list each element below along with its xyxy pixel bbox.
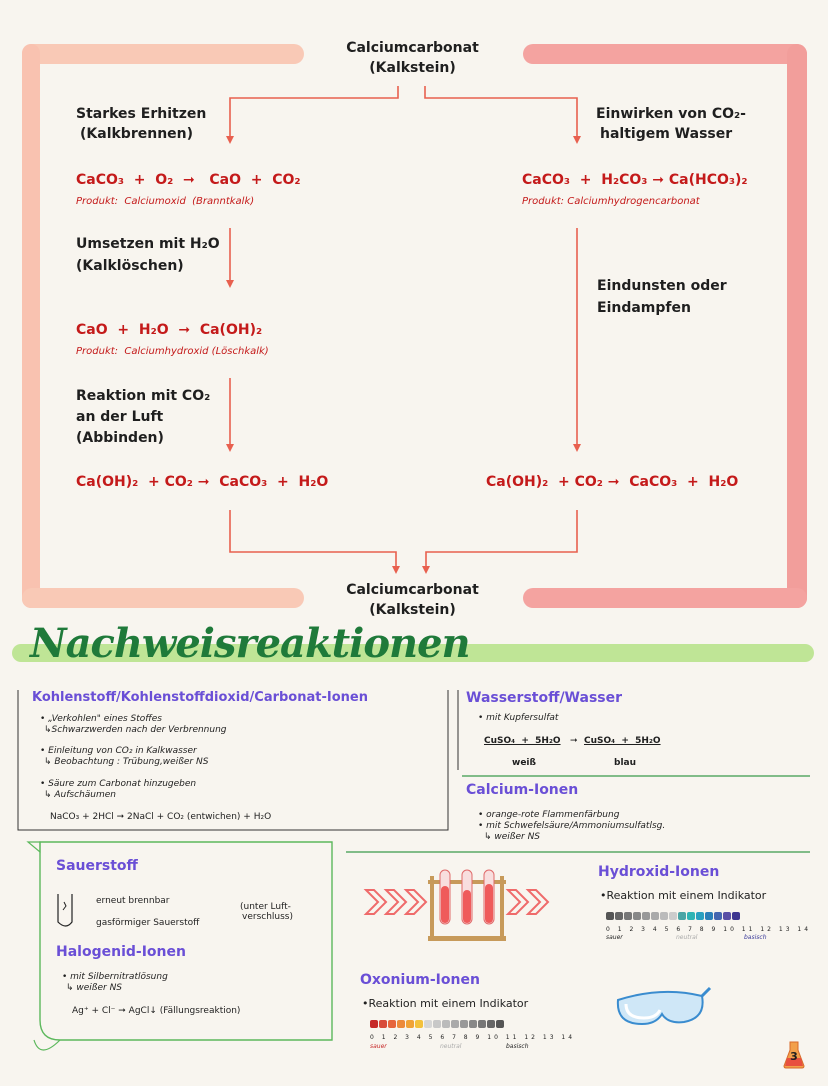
oxonium-b1: •Reaktion mit einem Indikator [362, 997, 529, 1010]
water-title: Wasserstoff/Wasser [466, 690, 623, 706]
right-eq2: Ca(OH)₂ + CO₂ ➞ CaCO₃ + H₂O [486, 474, 739, 490]
right-prod1: Produkt: Calciumhydrogencarbonat [522, 196, 700, 207]
carbon-b3: • Säure zum Carbonat hinzugeben [40, 779, 197, 789]
oxonium-title: Oxonium-Ionen [360, 972, 480, 988]
left-step1: Starkes Erhitzen [76, 106, 207, 122]
water-b1: • mit Kupfersulfat [478, 713, 559, 723]
cycle-bottom-subtitle: (Kalkstein) [369, 602, 456, 618]
right-eq1: CaCO₃ + H₂CO₃ ➞ Ca(HCO₃)₂ [522, 172, 748, 188]
oxonium-basisch: basisch [506, 1043, 529, 1050]
right-step2: Eindunsten oder [597, 278, 727, 294]
test-tube-icon [54, 892, 84, 932]
left-eq3: Ca(OH)₂ + CO₂ ➞ CaCO₃ + H₂O [76, 474, 329, 490]
right-step1-sub: haltigem Wasser [600, 126, 733, 142]
carbon-b1: • „Verkohlen" eines Stoffes [40, 714, 163, 724]
halogen-title: Halogenid-Ionen [56, 944, 186, 960]
left-prod1: Produkt: Calciumoxid (Branntkalk) [76, 196, 255, 207]
oxygen-note2: verschluss) [242, 912, 293, 922]
right-step1: Einwirken von CO₂- [596, 106, 746, 122]
oxygen-title: Sauerstoff [56, 858, 138, 874]
hydroxide-basisch: basisch [744, 934, 767, 941]
water-eq-left: CuSO₄ + 5H₂O [484, 736, 561, 746]
carbon-b3-sub: ↳ Aufschäumen [44, 790, 116, 800]
test-tube-rack-icon [424, 864, 514, 944]
hydroxide-nums: 0 1 2 3 4 5 6 7 8 9 10 11 12 13 14 [606, 926, 812, 933]
cycle-top-subtitle: (Kalkstein) [369, 60, 456, 76]
left-step3-sub: an der Luft [76, 409, 164, 425]
carbon-b2-sub: ↳ Beobachtung : Trübung,weißer NS [44, 757, 209, 767]
calcium-b2: • mit Schwefelsäure/Ammoniumsulfatlsg. [478, 821, 666, 831]
water-label-left: weiß [512, 758, 536, 768]
hydroxide-scale [606, 912, 740, 920]
hydroxide-neutral: neutral [676, 934, 698, 941]
left-step1-sub: (Kalkbrennen) [80, 126, 194, 142]
left-eq1: CaCO₃ + O₂ ➞ CaO + CO₂ [76, 172, 301, 188]
water-label-right: blau [614, 758, 637, 768]
safety-goggles-icon [612, 980, 712, 1040]
oxygen-l2: gasförmiger Sauerstoff [96, 918, 200, 928]
cycle-bottom-title: Calciumcarbonat [346, 582, 479, 598]
left-step2-sub: (Kalklöschen) [76, 258, 184, 274]
carbon-b2: • Einleitung von CO₂ in Kalkwasser [40, 746, 197, 756]
hydroxide-title: Hydroxid-Ionen [598, 864, 720, 880]
left-step2: Umsetzen mit H₂O [76, 236, 220, 252]
water-eq-right: CuSO₄ + 5H₂O [584, 736, 661, 746]
halogen-b1-sub: ↳ weißer NS [66, 983, 123, 993]
left-step3-sub2: (Abbinden) [76, 430, 164, 446]
calcium-b1: • orange-rote Flammenfärbung [478, 810, 620, 820]
left-eq2: CaO + H₂O ➞ Ca(OH)₂ [76, 322, 263, 338]
hydroxide-b1: •Reaktion mit einem Indikator [600, 889, 767, 902]
calcium-title: Calcium-Ionen [466, 782, 579, 798]
left-step3: Reaktion mit CO₂ [76, 388, 211, 404]
oxonium-scale [370, 1020, 504, 1028]
cycle-top-title: Calciumcarbonat [346, 40, 479, 56]
right-step2-sub: Eindampfen [597, 300, 691, 316]
oxygen-note: (unter Luft- [240, 902, 291, 912]
carbon-title: Kohlenstoff/Kohlenstoffdioxid/Carbonat-Ionen [32, 690, 368, 705]
carbon-eq: NaCO₃ + 2HCl ➞ 2NaCl + CO₂ (entwichen) + H₂O [50, 812, 272, 822]
oxonium-sauer: sauer [370, 1043, 387, 1050]
heading-title: Nachweisreaktionen [30, 620, 470, 667]
oxygen-l1: erneut brennbar [96, 896, 170, 906]
oxonium-neutral: neutral [440, 1043, 462, 1050]
oxonium-nums: 0 1 2 3 4 5 6 7 8 9 10 11 12 13 14 [370, 1034, 576, 1041]
carbon-b1-sub: ↳Schwarzwerden nach der Verbrennung [44, 725, 227, 735]
halogen-b1: • mit Silbernitratlösung [62, 972, 168, 982]
chevron-arrows-icon-2 [506, 888, 576, 918]
page-number: 3 [790, 1050, 798, 1063]
hydroxide-sauer: sauer [606, 934, 623, 941]
calcium-b2-sub: ↳ weißer NS [484, 832, 541, 842]
halogen-eq: Ag⁺ + Cl⁻ ➞ AgCl↓ (Fällungsreaktion) [72, 1006, 241, 1016]
left-prod2: Produkt: Calciumhydroxid (Löschkalk) [76, 346, 269, 357]
water-arrow: ➞ [570, 736, 578, 746]
